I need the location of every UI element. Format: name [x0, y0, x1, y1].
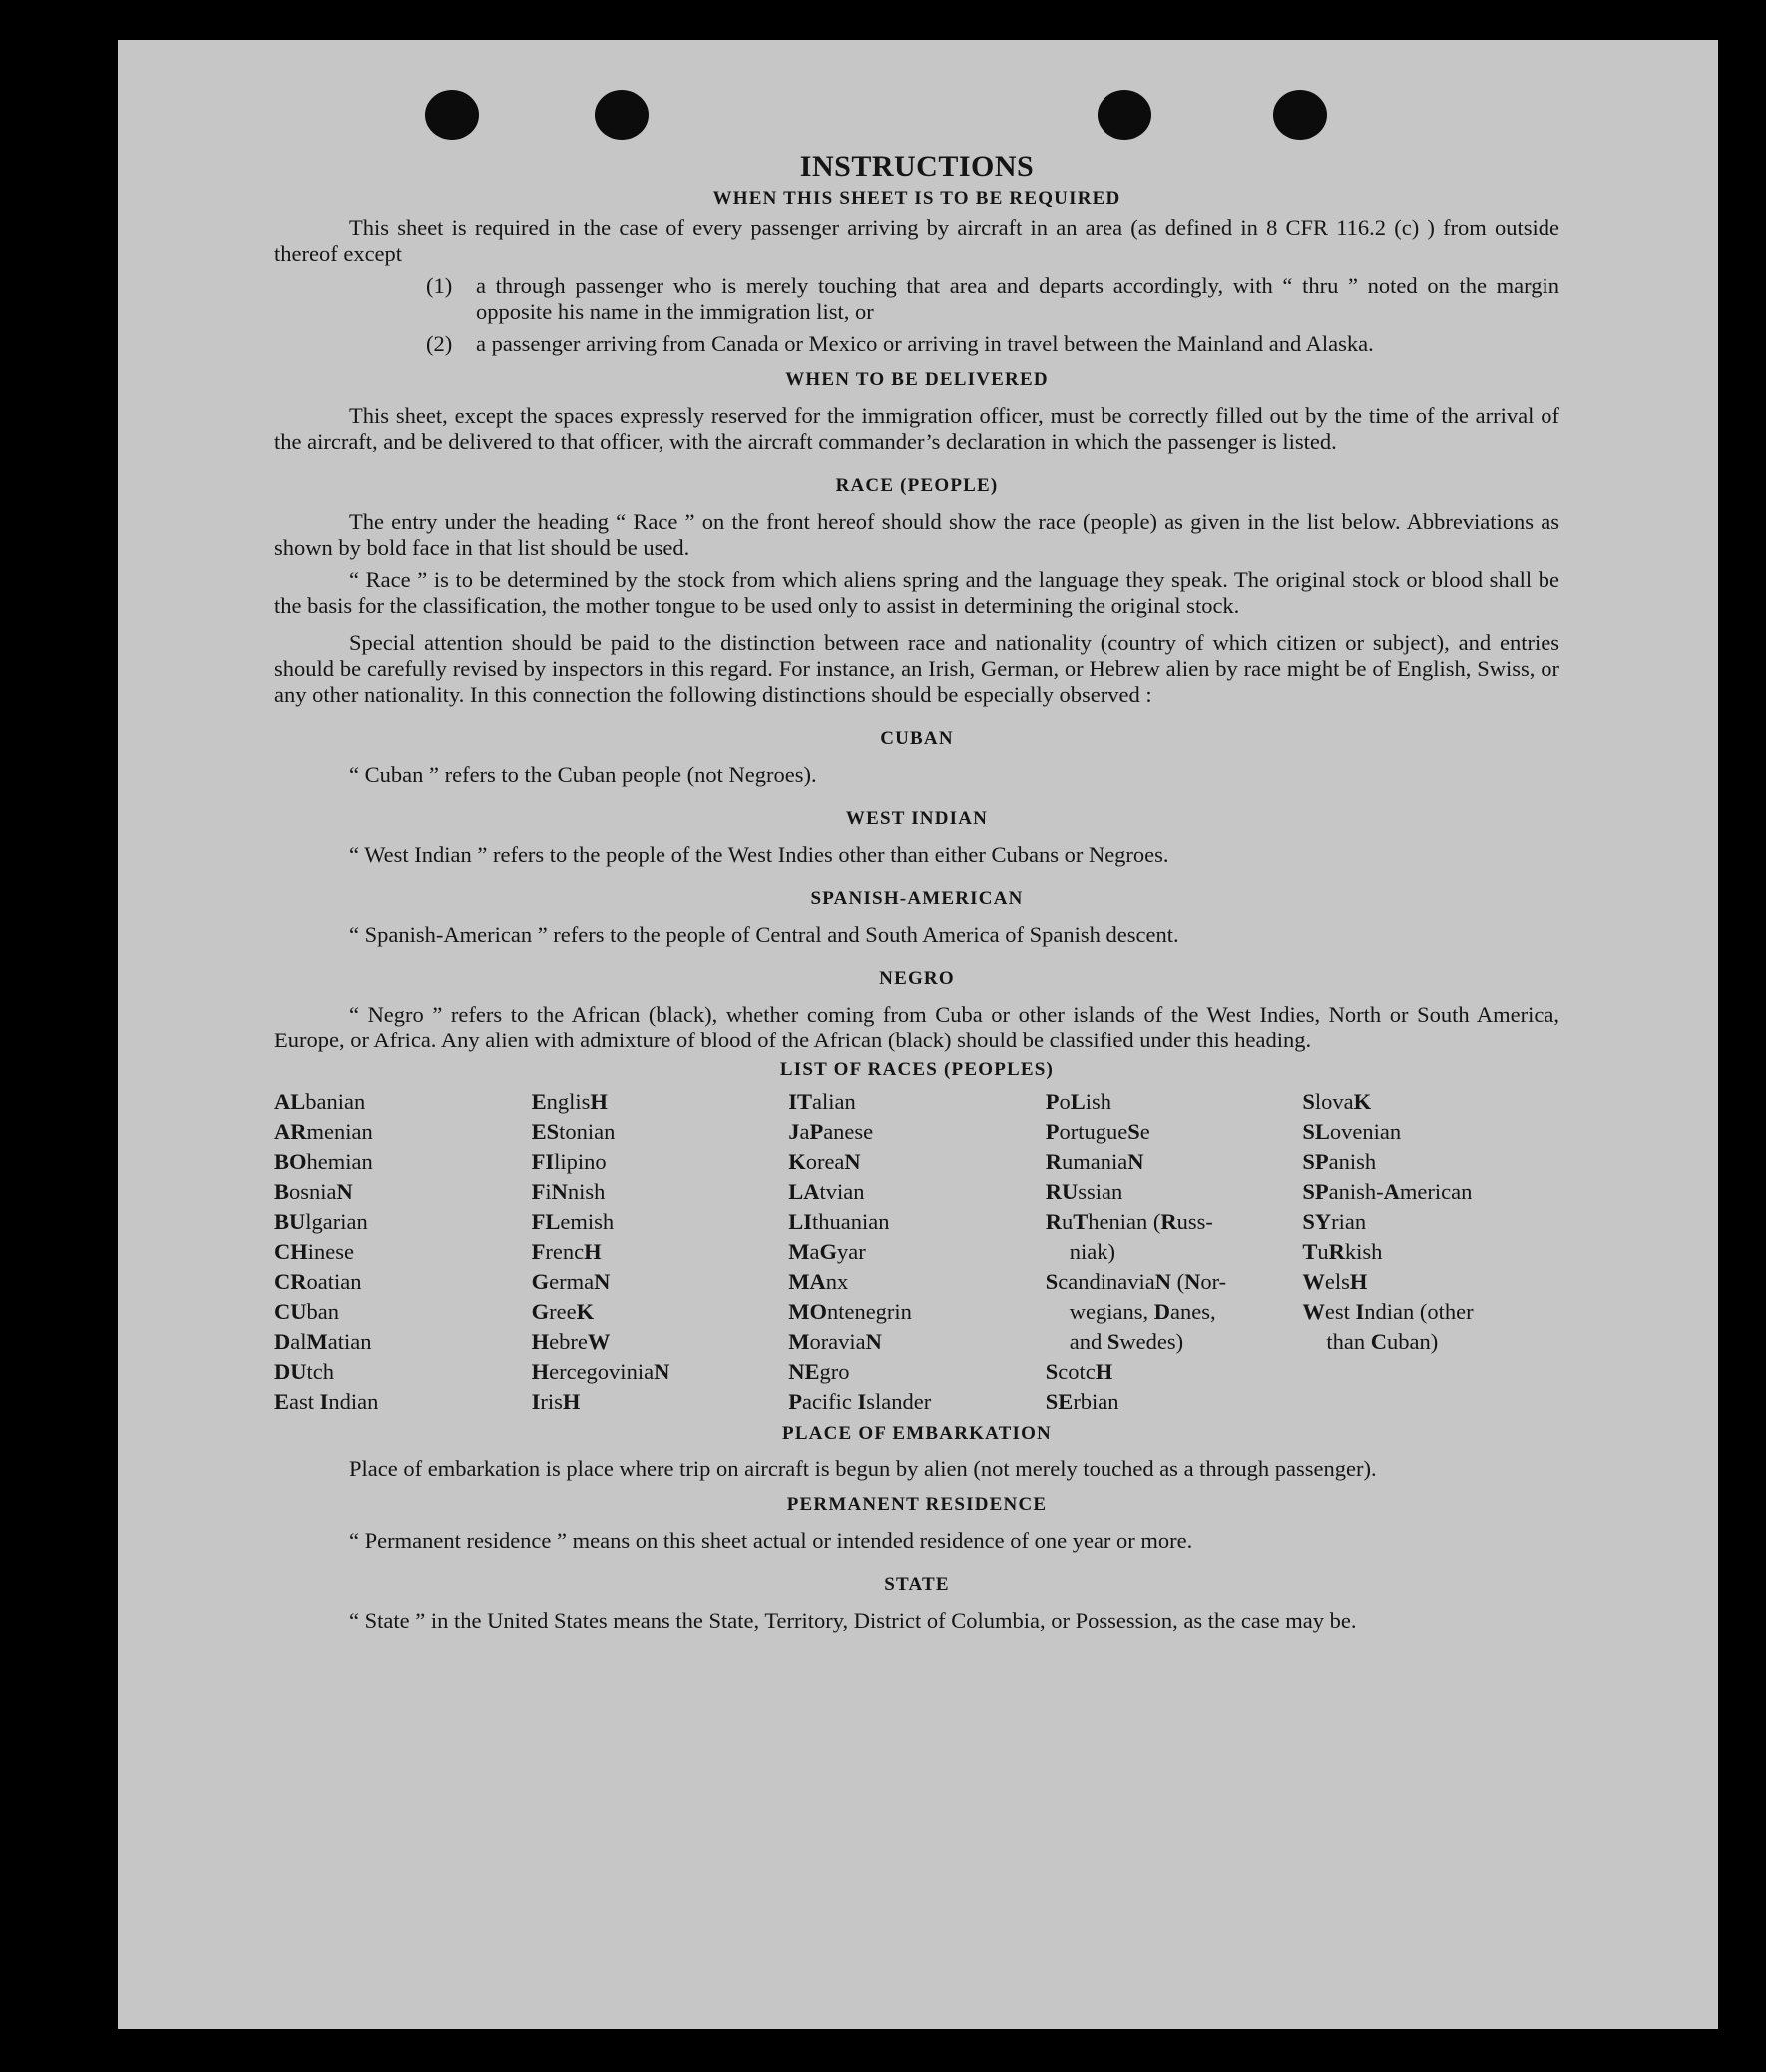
- races-column-5: [1302, 1087, 1559, 1417]
- heading-delivered: WHEN TO BE DELIVERED: [785, 369, 1049, 390]
- race-entry: BOhemian: [274, 1149, 373, 1174]
- race-entry: GreeK: [531, 1299, 595, 1324]
- race-entry-continued: niak): [1069, 1239, 1116, 1264]
- race-entry: BosniaN: [274, 1179, 353, 1204]
- punch-hole: [1273, 90, 1327, 140]
- race-entry-continued: than Cuban): [1326, 1329, 1439, 1354]
- race-entry: NEgro: [788, 1359, 850, 1384]
- paragraph-residence: “ Permanent residence ” means on this sheet actual or intended residence of one year or more.: [349, 1528, 1193, 1553]
- paragraph-state: “ State ” in the United States means the State, Territory, District of Columbia, or Possession, as the case may be.: [349, 1608, 1357, 1633]
- exception-text: a through passenger who is merely touching that area and departs accordingly, with “ thru ” noted on the margin opposite his name in the immigration list, or: [476, 273, 1559, 324]
- race-entry: SLovenian: [1302, 1119, 1402, 1144]
- punch-hole: [595, 90, 649, 140]
- race-entry: SPanish: [1302, 1149, 1377, 1174]
- paragraph-race-3: Special attention should be paid to the distinction between race and nationality (country of which citizen or subject), and entries should be carefully revised by inspectors in this regard. For instance, an Irish, German, or Hebrew alien by race might be of English, Swiss, or any other nationality. In this connection the following distinctions should be especially observed :: [274, 630, 1559, 707]
- race-entry: FrencH: [531, 1239, 602, 1264]
- heading-negro: NEGRO: [879, 968, 955, 989]
- paragraph-race-1: The entry under the heading “ Race ” on the front hereof should show the race (people) as given in the list below. Abbreviations as shown by bold face in that list should be used.: [274, 509, 1559, 560]
- punch-hole: [1098, 90, 1151, 140]
- races-column-3: [788, 1087, 1046, 1417]
- race-entry: CRoatian: [274, 1269, 362, 1294]
- heading-embarkation: PLACE OF EMBARKATION: [782, 1423, 1052, 1444]
- race-entry: ARmenian: [274, 1119, 373, 1144]
- punch-hole: [425, 90, 479, 140]
- race-entry: CHinese: [274, 1239, 354, 1264]
- exception-item-2: [426, 331, 1559, 357]
- exception-text: a passenger arriving from Canada or Mexico or arriving in travel between the Mainland and Alaska.: [476, 331, 1374, 356]
- race-entry: SYrian: [1302, 1209, 1367, 1234]
- race-entry: BUlgarian: [274, 1209, 368, 1234]
- race-entry: RuThenian (Russ-: [1045, 1209, 1213, 1234]
- races-column-2: [532, 1087, 789, 1417]
- paragraph-required: This sheet is required in the case of every passenger arriving by aircraft in an area (as defined in 8 CFR 116.2 (c) ) from outside thereof except: [274, 215, 1559, 266]
- instructions-content: [274, 150, 1559, 1634]
- race-entry: DUtch: [274, 1359, 334, 1384]
- heading-race: RACE (PEOPLE): [835, 475, 999, 496]
- page-title: INSTRUCTIONS: [799, 150, 1035, 183]
- race-entry: TuRkish: [1302, 1239, 1383, 1264]
- race-entry: MOntenegrin: [788, 1299, 912, 1324]
- race-entry: ScotcH: [1045, 1359, 1113, 1384]
- race-entry: EnglisH: [531, 1089, 608, 1114]
- race-entry: EStonian: [531, 1119, 616, 1144]
- exception-number: (2): [426, 331, 453, 356]
- race-entry: PoLish: [1045, 1089, 1112, 1114]
- heading-residence: PERMANENT RESIDENCE: [786, 1494, 1048, 1515]
- race-entry: RUssian: [1045, 1179, 1123, 1204]
- race-entry: LAtvian: [788, 1179, 865, 1204]
- race-entry: West Indian (other: [1302, 1299, 1474, 1324]
- race-entry: IrisH: [531, 1389, 581, 1414]
- race-entry: GermaN: [531, 1269, 611, 1294]
- races-column-1: [274, 1087, 532, 1417]
- exception-item-1: [426, 273, 1559, 325]
- paragraph-cuban: “ Cuban ” refers to the Cuban people (not Negroes).: [349, 762, 817, 787]
- race-entry: WelsH: [1302, 1269, 1368, 1294]
- paragraph-race-2: “ Race ” is to be determined by the stock from which aliens spring and the language they speak. The original stock or blood shall be the basis for the classification, the mother tongue to be used only to assist in determining the original stock.: [274, 567, 1559, 618]
- heading-state: STATE: [884, 1574, 950, 1595]
- race-entry: DalMatian: [274, 1329, 372, 1354]
- race-entry-continued: wegians, Danes,: [1069, 1299, 1216, 1324]
- race-entry: FiNnish: [531, 1179, 606, 1204]
- paragraph-west-indian: “ West Indian ” refers to the people of the West Indies other than either Cubans or Negroes.: [349, 842, 1169, 867]
- race-entry: PortugueSe: [1045, 1119, 1150, 1144]
- race-entry: MAnx: [788, 1269, 849, 1294]
- race-entry: KoreaN: [788, 1149, 861, 1174]
- races-column-4: [1046, 1087, 1303, 1417]
- heading-cuban: CUBAN: [880, 728, 954, 749]
- races-list: [274, 1087, 1559, 1417]
- race-entry: RumaniaN: [1045, 1149, 1144, 1174]
- race-entry: ITalian: [788, 1089, 856, 1114]
- race-entry-continued: and Swedes): [1069, 1329, 1184, 1354]
- document-sheet: [118, 40, 1718, 2029]
- race-entry: LIthuanian: [788, 1209, 890, 1234]
- paragraph-embarkation: Place of embarkation is place where trip on aircraft is begun by alien (not merely touched as a through passenger).: [349, 1456, 1377, 1481]
- paragraph-negro: “ Negro ” refers to the African (black), whether coming from Cuba or other islands of the West Indies, North or South America, Europe, or Africa. Any alien with admixture of blood of the African (black) should be classified under this heading.: [274, 1002, 1559, 1052]
- race-entry: SlovaK: [1302, 1089, 1372, 1114]
- race-entry: ALbanian: [274, 1089, 366, 1114]
- race-entry: MoraviaN: [788, 1329, 882, 1354]
- race-entry: FLemish: [531, 1209, 615, 1234]
- race-entry: Pacific Islander: [788, 1389, 932, 1414]
- race-entry: HercegoviniaN: [531, 1359, 670, 1384]
- race-entry: East Indian: [274, 1389, 379, 1414]
- race-entry: JaPanese: [788, 1119, 874, 1144]
- race-entry: CUban: [274, 1299, 339, 1324]
- paragraph-delivered: This sheet, except the spaces expressly reserved for the immigration officer, must be correctly filled out by the time of the arrival of the aircraft, and be delivered to that officer, with the aircraft commander’s declaration in which the passenger is listed.: [274, 403, 1559, 454]
- race-entry: ScandinaviaN (Nor-: [1045, 1269, 1227, 1294]
- exception-number: (1): [426, 273, 453, 298]
- heading-required: WHEN THIS SHEET IS TO BE REQUIRED: [712, 188, 1121, 208]
- race-entry: SErbian: [1045, 1389, 1119, 1414]
- race-entry: FIlipino: [531, 1149, 607, 1174]
- heading-list-of-races: LIST OF RACES (PEOPLES): [779, 1059, 1055, 1080]
- race-entry: HebreW: [531, 1329, 611, 1354]
- race-entry: MaGyar: [788, 1239, 866, 1264]
- race-entry: SPanish-American: [1302, 1179, 1473, 1204]
- heading-west-indian: WEST INDIAN: [845, 808, 989, 829]
- paragraph-spanish-american: “ Spanish-American ” refers to the people of Central and South America of Spanish descent.: [349, 922, 1179, 947]
- heading-spanish-american: SPANISH-AMERICAN: [810, 888, 1024, 909]
